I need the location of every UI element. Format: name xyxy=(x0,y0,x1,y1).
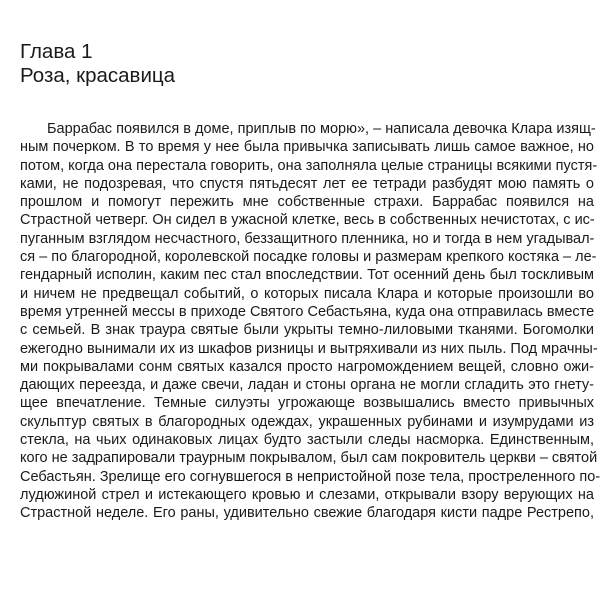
text-line: гендарный исполин, каким пес стал впоследствии. Тот осенний день был тоскливым xyxy=(20,267,594,284)
chapter-title: Роза, красавица xyxy=(20,64,176,87)
text-line: кого не задрапировали траурным покрывалом, был сам покровитель церкви – святой xyxy=(20,450,598,467)
text-line: ежегодно вынимали их из шкафов ризницы и вытряхивали из них пыль. Под мрачны- xyxy=(20,340,598,357)
chapter-number: Глава 1 xyxy=(20,40,93,63)
chapter-body-paragraph xyxy=(20,120,600,523)
text-line: Баррабас появился в доме, приплыв по морю», – написала девочка Клара изящ- xyxy=(47,121,596,137)
text-line: лудюжиной стрел и истекающего кровью и слезами, открывали взору верующих на xyxy=(20,486,594,503)
text-line: потом, когда она перестала говорить, она заполняла целые страницы всякими пустя- xyxy=(20,157,598,174)
text-line: ми покрывалами сонм святых казался просто нагромождением вещей, словно ожи- xyxy=(20,358,594,375)
text-line: ся – по благородной, королевской посадке головы и размерам крепкого костяка – ле- xyxy=(20,249,597,266)
text-line: Себастьян. Зрелище его согнувшегося в непристойной позе тела, простреленного по- xyxy=(20,468,600,485)
text-line: и ничем не предвещал событий, о которых писала Клара и которые произошли во xyxy=(20,285,594,302)
chapter-heading xyxy=(20,40,594,88)
text-line: Страстной четверг. Он сидел в ужасной клетке, весь в собственных нечистотах, с ис- xyxy=(20,212,595,229)
text-line: скульптур святых в благородных одеждах, украшенных рубинами и изумрудами из xyxy=(20,413,594,430)
text-line: Страстной неделе. Его раны, удивительно свежие благодаря кисти падре Рестрепо, xyxy=(20,505,594,522)
text-line: щее впечатление. Темные силуэты угрожающе возвышались вместо привычных xyxy=(20,395,594,412)
text-line: время утренней мессы в приходе Святого Себастьяна, куда она отправилась вместе xyxy=(20,303,595,320)
text-line: стекла, на чьих одинаковых лицах будто застыли следы насморка. Единственным, xyxy=(20,432,594,449)
text-line: ным почерком. В то время у нее была привычка записывать лишь самое важное, но xyxy=(20,139,594,156)
text-line: дающих переезда, и даже свечи, ладан и стоны органа не могли сгладить это гнету- xyxy=(20,377,594,394)
text-line: пуганным взглядом несчастного, беззащитного пленника, но и тогда в нем угадывал- xyxy=(20,230,595,247)
text-line: ками, не подозревая, что спустя пятьдесят лет ее тетради разбудят мою память о xyxy=(20,175,594,192)
book-page xyxy=(20,40,600,523)
text-line: прошлом и помогут пережить мне собственные страхи. Баррабас появился на xyxy=(20,194,594,211)
text-line: с семьей. В знак траура святые были укрыты темно-лиловыми тканями. Богомолки xyxy=(20,322,594,339)
